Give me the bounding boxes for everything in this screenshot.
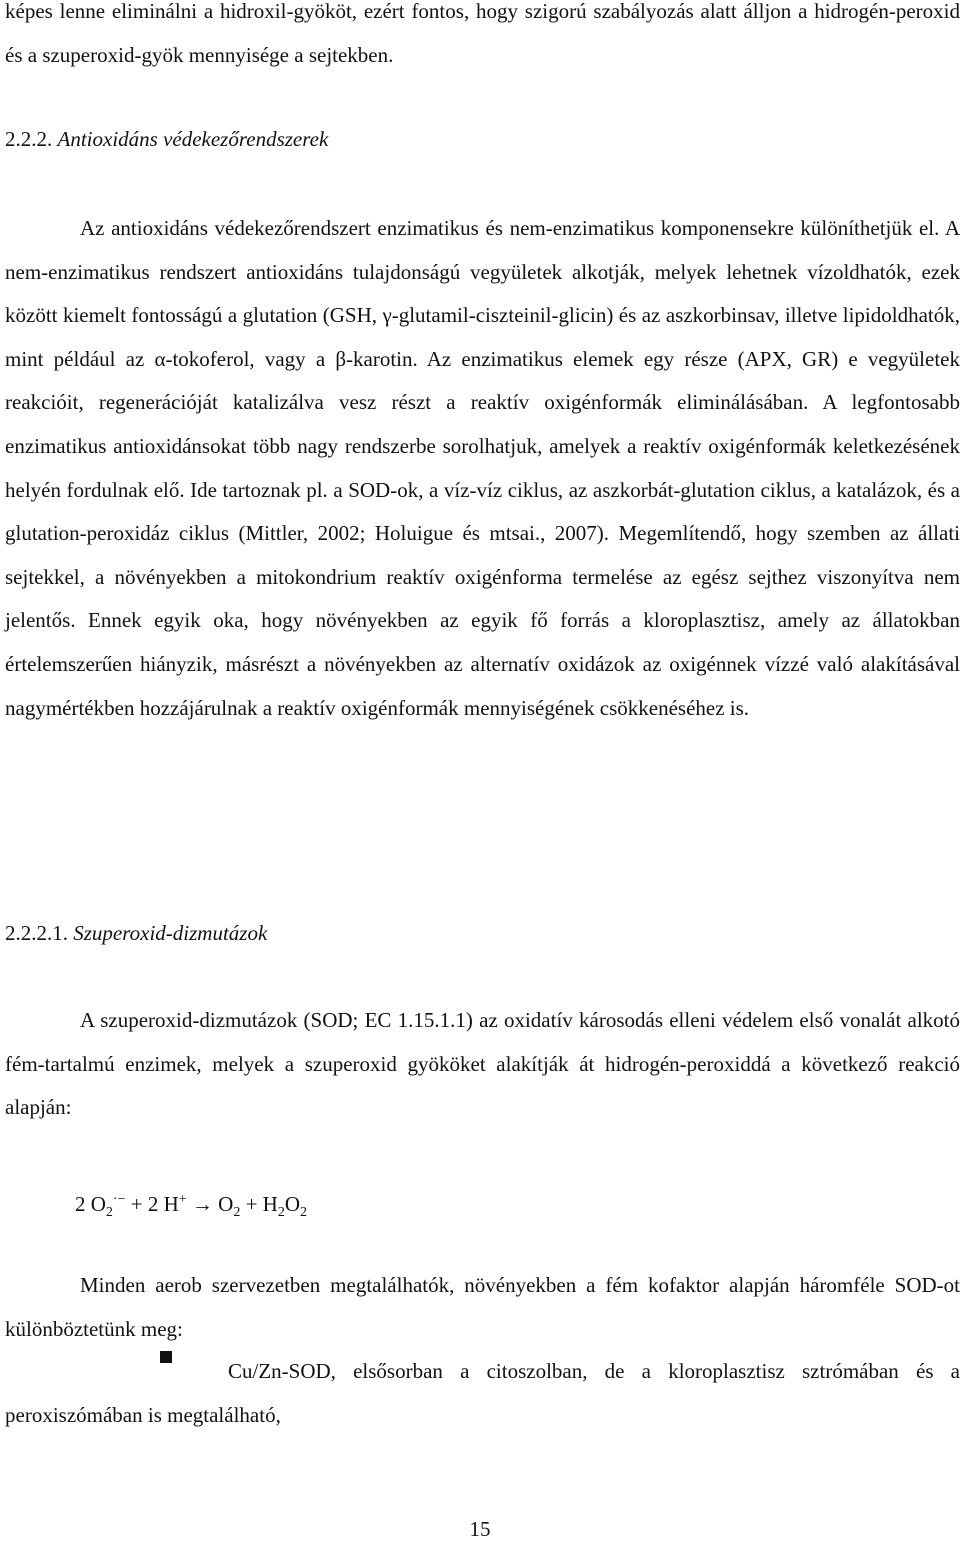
sod-paragraph: A szuperoxid-dizmutázok (SOD; EC 1.15.1.1) az oxidatív károsodás elleni védelem első vonalát alkotó fém-tartalmú enzimek, melyek a szuperoxid gyököket alakítják át hidrogén-peroxiddá a következő reakció alapján:	[5, 1008, 960, 1120]
equation-lhs-sub: 2	[105, 1205, 113, 1221]
equation-proton-sup: +	[178, 1192, 187, 1207]
antioxidant-systems-paragraph: Az antioxidáns védekezőrendszert enzimatikus és nem-enzimatikus komponensekre különíthetjük el. A nem-enzimatikus rendszert antioxidáns tulajdonságú vegyületek alkotják, melyek lehetnek vízoldhatók, ezek között kiemelt fontosságú a glutation (GSH, γ-glutamil-ciszteinil-glicin) és az aszkorbinsav, illetve lipidoldhatók, mint például az α-tokoferol, vagy a β-karotin. Az enzimatikus elemek egy része (APX, GR) e vegyületek reakcióit, regenerációját katalizálva vesz részt a reaktív oxigénformák eliminálásában. A legfontosabb enzimatikus antioxidánsokat több nagy rendszerbe sorolhatjuk, amelyek a reaktív oxigénformák keletkezésének helyén fordulnak elő. Ide tartoznak pl. a SOD-ok, a víz-víz ciklus, az aszkorbát-glutation ciklus, a katalázok, és a glutation-peroxidáz ciklus (Mittler, 2002; Holuigue és mtsai., 2007). Megemlítendő, hogy szemben az állati sejtekkel, a növényekben a mitokondrium reaktív oxigénforma termelése az egész sejthez viszonyítva nem jelentős. Ennek egyik oka, hogy növényekben az egyik fő forrás a kloroplasztisz, amely az állatokban értelemszerűen hiányzik, másrészt a növényekben az alternatív oxidázok az oxigénnek vízzé való alakításával nagymértékben hozzájárulnak a reaktív oxigénformák mennyiségének csökkenéséhez is.	[5, 216, 960, 720]
equation-lhs: 2 O	[75, 1192, 106, 1216]
equation-lhs-sup: ·−	[112, 1192, 126, 1207]
subsection-title: Szuperoxid-dizmutázok	[73, 921, 268, 945]
sod-reaction-equation	[75, 1180, 307, 1233]
section-heading-antioxidant-systems	[5, 118, 328, 162]
page-number: 15	[469, 1517, 491, 1541]
equation-proton: + 2 H	[130, 1192, 179, 1216]
subsection-heading-sod	[5, 912, 267, 956]
paragraph-after-equation: Minden aerob szervezetben megtalálhatók, növényekben a fém kofaktor alapján háromféle SOD-ot különböztetünk meg:	[5, 1273, 960, 1341]
equation-rhs-h-sub: 2	[277, 1205, 285, 1221]
continued-paragraph: képes lenne eliminálni a hidroxil-gyököt, ezért fontos, hogy szigorú szabályozás alatt álljon a hidrogén-peroxid és a szuperoxid-gyök mennyisége a sejtekben.	[5, 0, 960, 67]
section-number: 2.2.2.	[5, 127, 53, 151]
equation-rhs-o-sub: 2	[300, 1205, 308, 1221]
equation-rhs-plus-h: + H	[245, 1192, 278, 1216]
section-title: Antioxidáns védekezőrendszerek	[57, 127, 329, 151]
equation-rhs-oxygen-sub: 2	[233, 1205, 241, 1221]
subsection-number: 2.2.2.1.	[5, 921, 68, 945]
bullet-item: Cu/Zn-SOD, elsősorban a citoszolban, de a kloroplasztisz sztrómában és a peroxiszómában is megtalálható,	[5, 1359, 960, 1427]
equation-arrow: →	[191, 1192, 213, 1216]
equation-rhs-o: O	[284, 1192, 301, 1216]
equation-rhs-oxygen: O	[218, 1192, 234, 1216]
